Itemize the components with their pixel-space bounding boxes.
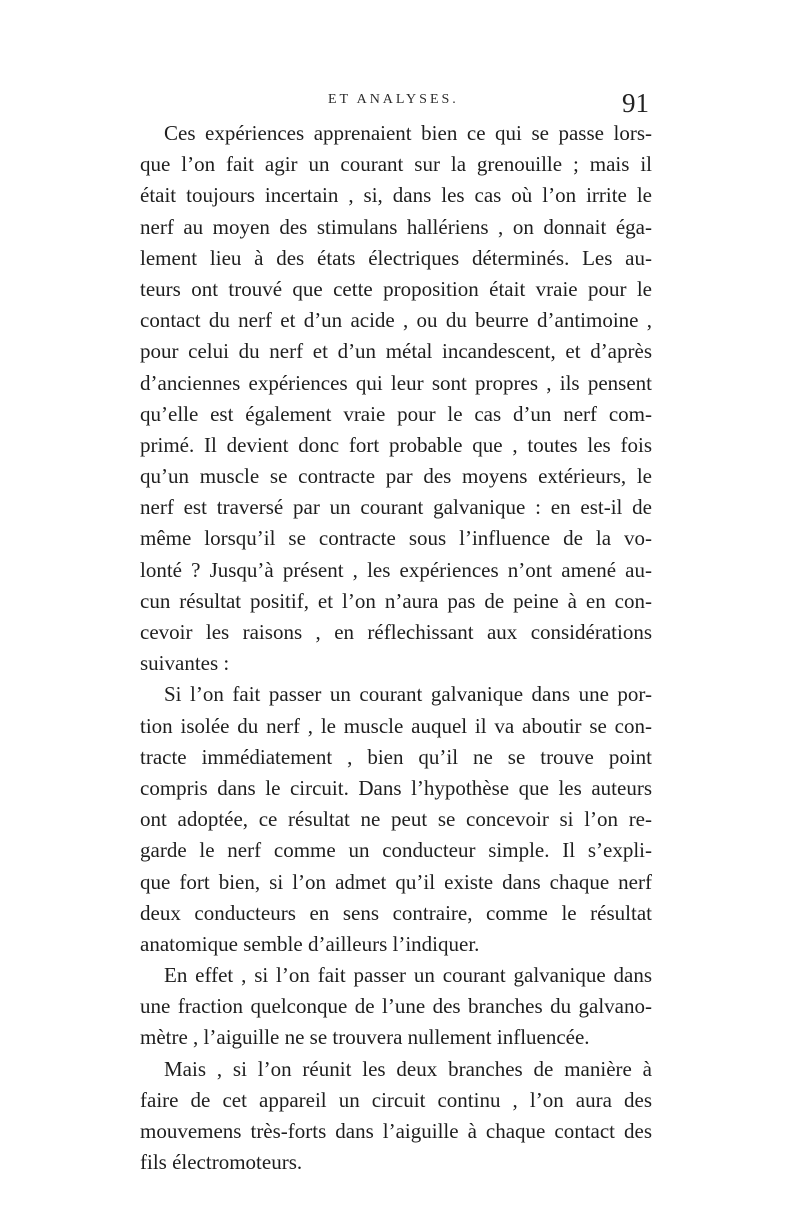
text-line-32: faire de cet appareil un circuit continu , l’on aura des (140, 1087, 652, 1112)
text-line-4: nerf au moyen des stimulans hallériens , on donnait éga- (140, 214, 652, 239)
text-line-18: suivantes : (140, 651, 230, 676)
text-line-28: En effet , si l’on fait passer un courant galvanique dans (164, 963, 652, 988)
text-line-9: d’anciennes expériences qui leur sont propres , ils pensent (140, 370, 652, 395)
text-line-16: cun résultat positif, et l’on n’aura pas de peine à en con- (140, 588, 652, 613)
text-line-10: qu’elle est également vraie pour le cas d’un nerf com- (140, 401, 652, 426)
running-head: ET ANALYSES. (328, 92, 459, 107)
text-line-14: même lorsqu’il se contracte sous l’influence de la vo- (140, 526, 652, 551)
text-line-3: était toujours incertain , si, dans les cas où l’on irrite le (140, 183, 652, 208)
text-line-15: lonté ? Jusqu’à présent , les expériences n’ont amené au- (140, 557, 652, 582)
text-line-31: Mais , si l’on réunit les deux branches de manière à (164, 1056, 652, 1081)
page-number: 91 (622, 88, 649, 118)
text-line-17: cevoir les raisons , en réflechissant aux considérations (140, 620, 652, 644)
text-line-29: une fraction quelconque de l’une des branches du galvano- (140, 994, 652, 1019)
text-line-33: mouvemens très-forts dans l’aiguille à chaque contact des (140, 1119, 652, 1143)
text-line-26: deux conducteurs en sens contraire, comme le résultat (140, 900, 652, 925)
body-text (140, 118, 652, 1178)
text-line-19: Si l’on fait passer un courant galvanique dans une por- (164, 682, 652, 707)
text-line-1: Ces expériences apprenaient bien ce qui se passe lors- (164, 121, 652, 145)
text-line-12: qu’un muscle se contracte par des moyens extérieurs, le (140, 464, 652, 489)
text-line-22: compris dans le circuit. Dans l’hypothèse que les auteurs (140, 775, 652, 800)
text-line-30: mètre , l’aiguille ne se trouvera nullement influencée. (140, 1025, 590, 1050)
text-line-11: primé. Il devient donc fort probable que , toutes les fois (140, 432, 652, 457)
text-line-5: lement lieu à des états électriques déterminés. Les au- (140, 245, 652, 270)
text-line-13: nerf est traversé par un courant galvanique : en est-il de (140, 495, 652, 520)
text-line-2: que l’on fait agir un courant sur la grenouille ; mais il (140, 152, 652, 177)
text-line-23: ont adoptée, ce résultat ne peut se concevoir si l’on re- (140, 807, 652, 832)
text-line-8: pour celui du nerf et d’un métal incandescent, et d’après (140, 339, 652, 364)
text-line-27: anatomique semble d’ailleurs l’indiquer. (140, 931, 480, 956)
text-line-34: fils électromoteurs. (140, 1150, 303, 1175)
text-line-7: contact du nerf et d’un acide , ou du beurre d’antimoine , (140, 308, 652, 333)
text-line-6: teurs ont trouvé que cette proposition était vraie pour le (140, 276, 652, 301)
text-line-24: garde le nerf comme un conducteur simple. Il s’expli- (140, 838, 652, 863)
text-line-20: tion isolée du nerf , le muscle auquel il va aboutir se con- (140, 713, 652, 738)
text-line-21: tracte immédiatement , bien qu’il ne se trouve point (140, 744, 652, 769)
text-line-25: que fort bien, si l’on admet qu’il existe dans chaque nerf (140, 869, 652, 894)
